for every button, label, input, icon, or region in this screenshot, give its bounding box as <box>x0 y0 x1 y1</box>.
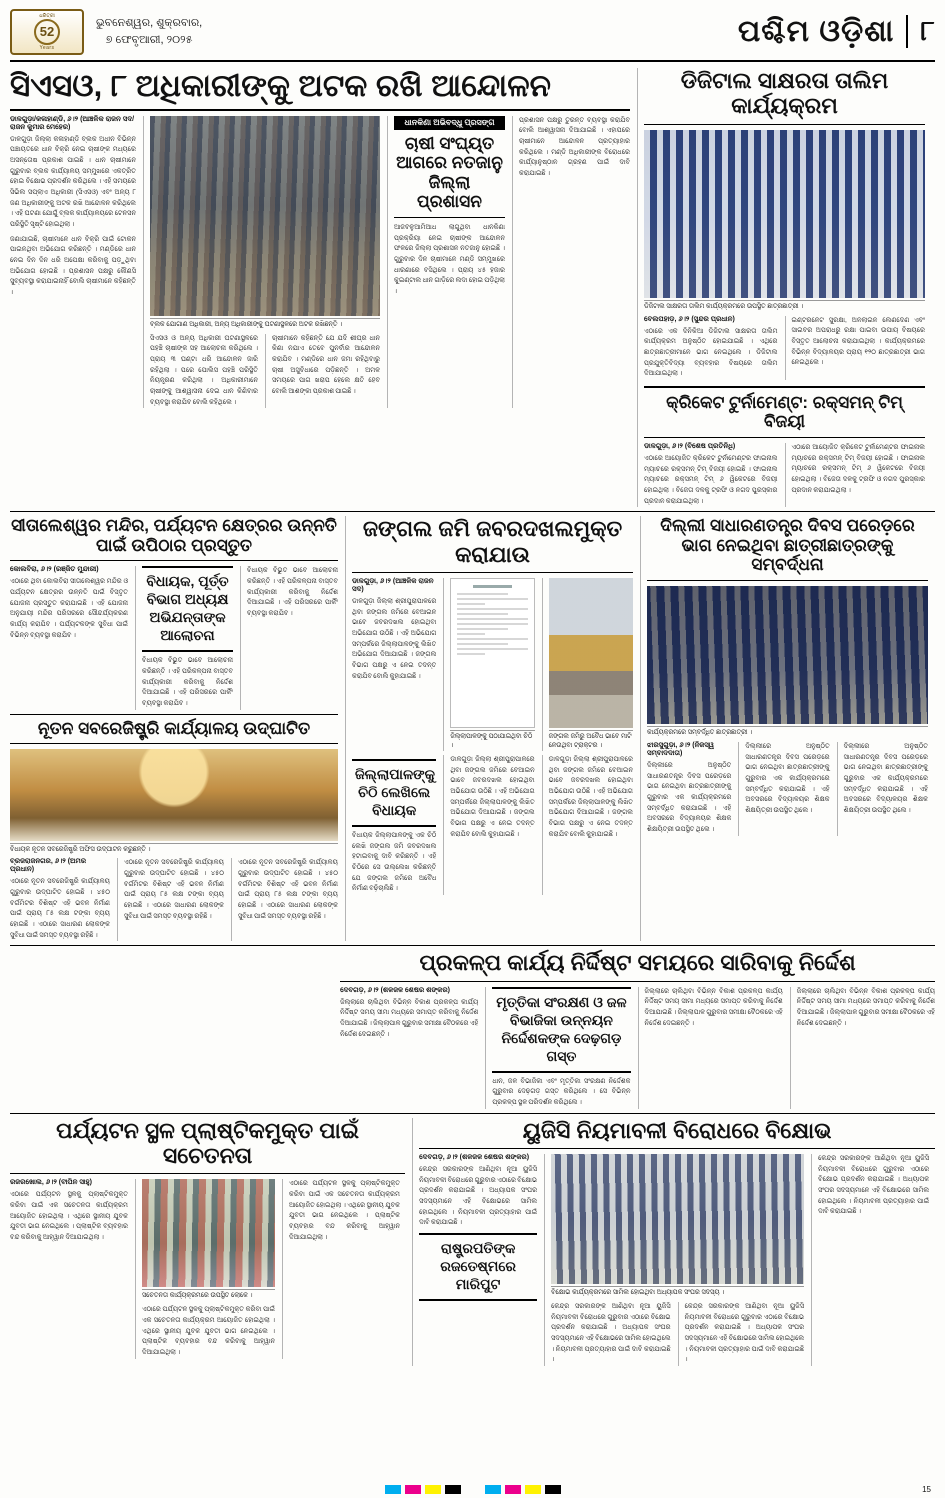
digital-literacy-caption: ଡିଜିଟାଲ ସାକ୍ଷରତା ତାଲିମ କାର୍ଯ୍ୟକ୍ରମରେ ଉପସ୍ଥିତ ଛାତ୍ରଛାତ୍ରୀ । <box>644 300 925 312</box>
right-body-2-cont: ଏଠାରେ ଆୟୋଜିତ କ୍ରିକେଟ ଟୁର୍ନାମେଣ୍ଟର ଫାଇନାଲ ମ୍ୟାଚରେ ରକ୍ସମନ୍ ଟିମ୍ ବିଜୟୀ ହୋଇଛି । ଫାଇନାଲ ମ୍ୟାଚରେ ରକ୍ସମନ୍ ଟିମ୍ ୬ ୱିକେଟରେ ବିଜୟୀ ହୋଇଥିଲା । ବିଜେତା ଦଳକୁ ଟ୍ରଫି ଓ ନଗଦ ପୁରସ୍କାର ପ୍ରଦାନ କରାଯାଇଥିଲା । <box>791 444 925 494</box>
col4-body-1: ଆଜବଳୁଆମିଆଧ ଲାଗୁଥିବା ଧାନକିଣା ପ୍ରକ୍ରିୟା ନେଇ ଚାଷୀଙ୍କ ଆନ୍ଦୋଳନ ଫଳରେ ଜିଲ୍ଲା ପ୍ରଶାସନ ନତଜାନୁ ହୋଇଛି । ଗୁରୁବାର ଦିନ ଚାଷୀମାନେ ମଣ୍ଡି ସମ୍ମୁଖରେ ଧାରଣାରେ ବସିଥିଲେ । ପ୍ରାୟ ୪୫ ହଜାର କୁଇଣ୍ଟାଲ ଧାନ ଗାଡ଼ିରେ ଲଦା ହୋଇ ପଡ଼ିଥିଲା । <box>394 223 505 295</box>
forest-land-headline: ଜଙ୍ଗଲ ଜମି ଜବରଦଖଲମୁକ୍ତ କରାଯାଉ <box>362 516 623 567</box>
mid-headline-left: ସୀତାଲେଶ୍ୱର ମନ୍ଦିର, ପର୍ଯ୍ୟଟନ କ୍ଷେତ୍ରର ଉନ୍ନତି ପାଇଁ ଉପିଠାର ପ୍ରସ୍ତୁତ <box>11 516 337 555</box>
page-number: ୮ <box>906 15 935 48</box>
logo-top-text: ଧରିତ୍ରୀ <box>39 12 55 19</box>
reg-mark-cyan-2 <box>485 1485 501 1494</box>
republic-day-byline: ଝାରସୁଗୁଡ଼ା, ୬।୨ (ନିଜସ୍ୱ ସମ୍ବାଦଦାତା) <box>647 741 715 757</box>
lead-headline: ସିଏସଓ, ୮ ଅଧିକାରୀଙ୍କୁ ଅଟକ ରଖି ଆନ୍ଦୋଳନ <box>10 68 551 103</box>
new-office-body-c3: ଏଠାରେ ନୂତନ ସବରେଜିଷ୍ଟ୍ରି କାର୍ଯ୍ୟାଳୟ ଗୁରୁବାର ଉଦ୍‌ଘାଟିତ ହୋଇଛି । ୪୫୦ ବର୍ଗମିଟର ବିଶିଷ୍ଟ ଏହି ଭବନ ନିର୍ମାଣ ପାଇଁ ପ୍ରାୟ ୮୫ ଲକ୍ଷ ଟଙ୍କା ବ୍ୟୟ ହୋଇଛି । ଏଠାରେ ସାଧାରଣ ଲୋକଙ୍କ ସୁବିଧା ପାଇଁ ସମସ୍ତ ବ୍ୟବସ୍ଥା ରହିଛି । <box>238 859 338 920</box>
reg-mark-yellow-2 <box>525 1485 541 1494</box>
republic-day-body-c2: ଦିଲ୍ଲୀରେ ଅନୁଷ୍ଠିତ ସାଧାରଣତନ୍ତ୍ର ଦିବସ ପରେଡ଼ରେ ଭାଗ ନେଇଥିବା ଛାତ୍ରଛାତ୍ରୀଙ୍କୁ ଗୁରୁବାର ଏକ କାର୍ଯ୍ୟକ୍ରମରେ ସମ୍ବର୍ଦ୍ଧିତ କରାଯାଇଛି । ଏହି ଅବସରରେ ବିଦ୍ୟାଳୟର ଶିକ୍ଷକ ଶିକ୍ଷୟିତ୍ରୀ ଉପସ୍ଥିତ ଥିଲେ । <box>745 742 830 815</box>
logo-years-label: Years <box>39 44 55 51</box>
soil-director-box <box>492 987 630 1073</box>
mla-letter-body: ବିଧାୟକ ଜିଲ୍ଲାପାଳଙ୍କୁ ଏକ ଚିଠି ଲେଖି ଜଙ୍ଗଲ ଜମି ଜବରଦଖଲ ହଟାଇବାକୁ ଦାବି କରିଛନ୍ତି । ଏହି ଚିଠିରେ ସେ ଉଲ୍ଲେଖ କରିଛନ୍ତି ଯେ ଜଙ୍ଗଲ ଜମିରେ ଅବୈଧ ନିର୍ମାଣ ବଢ଼ିଚାଲିଛି । <box>352 831 437 893</box>
new-office-photo <box>10 749 338 841</box>
lead-byline: ଡାଳଗୁଡ଼ା/କଳାହାଣ୍ଡି, ୬।୨ (ଆଞ୍ଚଳିକ ରାଜନ ସଦ/ରାଜନ କୁମାର ମେହେର) <box>10 115 135 131</box>
bottom-right-headline: ୟୁଜିସି ନିୟମାବଳୀ ବିରୋଧରେ ବିକ୍ଷୋଭ <box>522 1117 832 1143</box>
reg-mark-black-2 <box>545 1485 561 1494</box>
mla-letter-box <box>352 759 436 827</box>
right-body-1a: ଏଠାରେ ଏକ ଦିନିକିଆ ଡିଜିଟାଲ ସାକ୍ଷରତା ତାଲିମ କାର୍ଯ୍ୟକ୍ରମ ଅନୁଷ୍ଠିତ ହୋଇଯାଇଛି । ଏଥିରେ ଛାତ୍ରଛାତ୍ରୀମାନେ ଭାଗ ନେଇଥିଲେ । ଡିଜିଟାଲ ପ୍ରଯୁକ୍ତିବିଦ୍ୟା ବ୍ୟବହାର ବିଷୟରେ ତାଲିମ ଦିଆଯାଇଥିଲା । <box>644 327 778 378</box>
dateline-line-1: ଭୁବନେଶ୍ୱର, ଶୁକ୍ରବାର, <box>96 17 203 29</box>
publication-logo <box>10 9 84 55</box>
reg-mark-black <box>445 1485 461 1494</box>
project-directive-byline: ଦେବଗଡ଼, ୬।୨ (ଶଳଜଳ ଶେଷର ଶଙ୍କର) <box>340 986 450 994</box>
new-office-byline: ବ୍ରଜରାଜନଗର, ୬।୨ (ଅମର ପ୍ରଧାନ) <box>10 858 87 874</box>
footer-page-label: 15 <box>922 1485 931 1494</box>
forest-body-c3: ଡାଳଗୁଡ଼ା ଜିଲ୍ଲା ଶ୍ରୀପୁରାପାଳରେ ଥିବା ଜଙ୍ଗଲ ଜମିରେ ବେଆଇନ ଭାବେ ଜବରଦଖଲ ହୋଇଥିବା ଅଭିଯୋଗ ଉଠିଛି । ଏହି ଅଭିଯୋଗ ସମ୍ପର୍କରେ ଜିଲ୍ଲାପାଳଙ୍କୁ ଲିଖିତ ଅଭିଯୋଗ ଦିଆଯାଇଛି । ଜଙ୍ଗଲ ବିଭାଗ ପକ୍ଷରୁ ଏ ନେଇ ତଦନ୍ତ କରାଯିବ ବୋଲି କୁହାଯାଇଛି । <box>548 755 633 838</box>
forest-body: ଡାଳଗୁଡ଼ା ଜିଲ୍ଲା ଶ୍ରୀପୁରାପାଳରେ ଥିବା ଜଙ୍ଗଲ ଜମିରେ ବେଆଇନ ଭାବେ ଜବରଦଖଲ ହୋଇଥିବା ଅଭିଯୋଗ ଉଠିଛି । ଏହି ଅଭିଯୋଗ ସମ୍ପର୍କରେ ଜିଲ୍ଲାପାଳଙ୍କୁ ଲିଖିତ ଅଭିଯୋଗ ଦିଆଯାଇଛି । ଜଙ୍ଗଲ ବିଭାଗ ପକ୍ଷରୁ ଏ ନେଇ ତଦନ୍ତ କରାଯିବ ବୋଲି କୁହାଯାଇଛି । <box>352 597 437 680</box>
col4-kicker: ଧାନକିଣା ଅଭିବଦ୍ଧୁ ପ୍ରସଙ୍ଗ <box>394 116 505 130</box>
ugc-protest-caption: ବିକ୍ଷୋଭ କାର୍ଯ୍ୟକ୍ରମରେ ସାମିଲ ହୋଇଥିବା ଅଧ୍ୟାପକ ସଂଘର ସଦସ୍ୟ । <box>551 1286 804 1298</box>
mid-box-body-cont: ବିଧାୟକ ବିଭୁତ ଭାବେ ଆଲୋଚନା କରିଛନ୍ତି । ଏହି ପରିକଳ୍ପନା ବାସ୍ତବ କାର୍ଯ୍ୟକାରୀ କରିବାକୁ ନିର୍ଦ୍ଦେଶ ଦିଆଯାଇଛି । ଏହି ପରିସରରେ ପାର୍କିଂ ବ୍ୟବସ୍ଥା କରାଯିବ । <box>247 567 338 618</box>
bottom-right-byline: ଦେବଗଡ଼, ୬।୨ (ଶଳଜଳ ଶେଷର ଶଙ୍କର) <box>419 1153 530 1161</box>
plastic-free-photo <box>142 1179 275 1287</box>
president-box <box>419 1233 537 1301</box>
right-body-1b: ଇଣ୍ଟରନେଟ ସୁରକ୍ଷା, ଅନଲାଇନ ଲେଣଦେଣ ଏବଂ ସାଇବର ଅପରାଧରୁ ରକ୍ଷା ପାଇବା ଉପାୟ ବିଷୟରେ ବିସ୍ତୃତ ଆଲୋଚନା କରାଯାଇଥିଲା । କାର୍ଯ୍ୟକ୍ରମରେ ବିଭିନ୍ନ ବିଦ୍ୟାଳୟର ପ୍ରାୟ ୧୨୦ ଛାତ୍ରଛାତ୍ରୀ ଭାଗ ନେଇଥିଲେ । <box>791 316 925 367</box>
republic-day-headline: ଦିଲ୍ଲୀ ସାଧାରଣତନ୍ତ୍ର ଦିବସ ପରେଡ଼ରେ ଭାଗ ନେଇଥିବା ଛାତ୍ରୀଛାତ୍ରଙ୍କୁ ସମ୍ବର୍ଦ୍ଧନା <box>660 516 915 575</box>
mid-body-left: ଏଠାରେ ଥିବା କୋଲବିରା ସୀତାଲେଶ୍ୱର ମନ୍ଦିର ଓ ପର୍ଯ୍ୟଟନ କ୍ଷେତ୍ରର ଉନ୍ନତି ପାଇଁ ବିସ୍ତୃତ ଯୋଜନା ପ୍ରସ୍ତୁତ କରାଯାଇଛି । ଏହି ଯୋଜନା ଅନୁଯାୟୀ ମନ୍ଦିର ପରିସରରେ ସୌନ୍ଦର୍ଯ୍ୟକରଣ କାର୍ଯ୍ୟ କରାଯିବ । ପର୍ଯ୍ୟଟକଙ୍କ ସୁବିଧା ପାଇଁ ବିଭିନ୍ନ ବ୍ୟବସ୍ଥା କରାଯିବ । <box>10 578 128 639</box>
col4-body-2: ପ୍ରଶାସନ ପକ୍ଷରୁ ତୁରନ୍ତ ବ୍ୟବସ୍ଥା କରାଯିବ ବୋଲି ଆଶ୍ୱାସନା ଦିଆଯାଇଛି । ଏହାପରେ ଚାଷୀମାନେ ଆନ୍ଦୋଳନ ପ୍ରତ୍ୟାହାର କରିଥିଲେ । ମଣ୍ଡି ଅଧିକାରୀଙ୍କ ବିରୋଧରେ କାର୍ଯ୍ୟାନୁଷ୍ଠାନ ଗ୍ରହଣ ପାଇଁ ଦାବି କରାଯାଇଛି । <box>519 116 630 177</box>
letter-caption: ଜିଲ୍ଲାପାଳଙ୍କୁ ପଠାଯାଇଥିବା ଚିଠି । <box>450 730 534 751</box>
president-box-head: ରାଷ୍ଟ୍ରପତିଙ୍କ ରଜତେଷ୍ମରେ ମାରିପୁଟ <box>440 1240 516 1293</box>
section-title: ପଶ୍ଚିମ ଓଡ଼ିଶା <box>737 14 895 48</box>
project-directive-body-c3: ଜିଲ୍ଲାରେ ଚାଲିଥିବା ବିଭିନ୍ନ ବିକାଶ ପ୍ରକଳ୍ପ କାର୍ଯ୍ୟ ନିର୍ଦ୍ଦିଷ୍ଟ ସମୟ ସୀମା ମଧ୍ୟରେ ସମାପ୍ତ କରିବାକୁ ନିର୍ଦ୍ଦେଶ ଦିଆଯାଇଛି । ଜିଲ୍ଲାପାଳ ଗୁରୁବାର ସମୀକ୍ଷା ବୈଠକରେ ଏହି ନିର୍ଦ୍ଦେଶ ଦେଇଛନ୍ତି । <box>644 987 783 1027</box>
digital-literacy-photo <box>644 130 925 298</box>
bottom-left-body: ଏଠାରେ ପର୍ଯ୍ୟଟନ ସ୍ଥଳକୁ ପ୍ଲାଷ୍ଟିକମୁକ୍ତ କରିବା ପାଇଁ ଏକ ସଚେତନତା କାର୍ଯ୍ୟକ୍ରମ ଆୟୋଜିତ ହୋଇଥିଲା । ଏଥିରେ ସ୍ଥାନୀୟ ଯୁବକ ଯୁବତୀ ଭାଗ ନେଇଥିଲେ । ପ୍ଲାଷ୍ଟିକ ବ୍ୟବହାର ବନ୍ଦ କରିବାକୁ ଆହ୍ୱାନ ଦିଆଯାଇଥିଲା । <box>10 1191 128 1241</box>
lead-body-3: ସିଏସଓ ଓ ଅନ୍ୟ ଅଧିକାରୀ ଘଟଣାସ୍ଥଳରେ ପହଞ୍ଚି ଚାଷୀଙ୍କ ସହ ଆଲୋଚନା କରିଥିଲେ । ପ୍ରାୟ ୩ ଘଣ୍ଟା ଧରି ଆନ୍ଦୋଳନ ଜାରି ରହିଥିଲା । ପରେ ପୋଲିସ ପହଞ୍ଚି ପରିସ୍ଥିତି ନିୟନ୍ତ୍ରଣ କରିଥିଲା । ଅଧିକାରୀମାନେ ଚାଷୀଙ୍କୁ ଆଶ୍ୱାସନା ଦେଇ ଧାନ କିଣିବାର ବ୍ୟବସ୍ଥା କରାଯିବ ବୋଲି କହିଥିଲେ । <box>150 334 258 406</box>
project-directive-body: ଜିଲ୍ଲାରେ ଚାଲିଥିବା ବିଭିନ୍ନ ବିକାଶ ପ୍ରକଳ୍ପ କାର୍ଯ୍ୟ ନିର୍ଦ୍ଦିଷ୍ଟ ସମୟ ସୀମା ମଧ୍ୟରେ ସମାପ୍ତ କରିବାକୁ ନିର୍ଦ୍ଦେଶ ଦିଆଯାଇଛି । ଜିଲ୍ଲାପାଳ ଗୁରୁବାର ସମୀକ୍ଷା ବୈଠକରେ ଏହି ନିର୍ଦ୍ଦେଶ ଦେଇଛନ୍ତି । <box>340 998 479 1038</box>
right-byline-1: ବେଲପହାଡ଼, ୬।୨ (ସୁନ୍ଦର ପ୍ରଧାନ) <box>644 315 735 323</box>
soil-director-box-head: ମୃତ୍ତିକା ସଂରକ୍ଷଣ ଓ ଜଳ ବିଭାଜିକା ଉନ୍ନୟନ ନିର୍ଦ୍ଦେଶକଙ୍କ ଦେଢ଼ଗଡ଼ ଗସ୍ତ <box>496 993 627 1064</box>
tractor-photo <box>549 578 633 728</box>
mid-box-head-text: ବିଧାୟକ, ପୂର୍ତ୍ତ ବିଭାଗ ଅଧ୍ୟକ୍ଷ ଅଭିଯନ୍ତାଙ୍କ ଆଲୋଚନା <box>146 573 229 644</box>
republic-day-photo <box>647 586 928 724</box>
lead-body-1: ଡାଳଗୁଡ଼ା ଜିଲ୍ଲା କଳାହାଣ୍ଡି ବ୍ଲକ ଅଧୀନ ବିଭିନ୍ନ ପଞ୍ଚାୟତରେ ଧାନ ବିକ୍ରି ନେଇ ଚାଷୀଙ୍କ ମଧ୍ୟରେ ଅସନ୍ତୋଷ ପ୍ରକାଶ ପାଇଛି । ଧାନ ଚାଷୀମାନେ ଗୁରୁବାର ବ୍ଲକ କାର୍ଯ୍ୟାଳୟ ସମ୍ମୁଖରେ ଏକତ୍ରିତ ହୋଇ ବିକ୍ଷୋଭ ପ୍ରଦର୍ଶନ କରିଥିଲେ । ଏହି ସମୟରେ ସିଭିଲ ସପ୍ଲାଏ ଅଧିକାରୀ (ସିଏସଓ) ଏବଂ ଅନ୍ୟ ୮ ଜଣ ଅଧିକାରୀଙ୍କୁ ଅଟକ ରଖି ଆନ୍ଦୋଳନ କରିଥିଲେ । ଏହି ଘଟଣା ଯୋଗୁଁ ବ୍ଲକ କାର୍ଯ୍ୟାଳୟରେ ଟେନସନ ପରିସ୍ଥିତି ସୃଷ୍ଟି ହୋଇଥିଲା । <box>10 135 136 229</box>
soil-director-body: ଧାନ, ଜଳ ବିଭାଜିକା ଏବଂ ମୃତ୍ତିକା ସଂରକ୍ଷଣ ନିର୍ଦ୍ଦେଶକ ଗୁରୁବାର ଦେଢ଼ଗଡ଼ ଗସ୍ତ କରିଥିଲେ । ସେ ବିଭିନ୍ନ ପ୍ରକଳ୍ପ ସ୍ଥଳ ପରିଦର୍ଶନ କରିଥିଲେ । <box>492 1077 631 1107</box>
forest-byline: ଡାଳଗୁଡ଼ା, ୬।୨ (ଆଞ୍ଚଳିକ ରାଜନ ସଦ) <box>352 577 434 593</box>
mla-letter-box-head: ଜିଲ୍ଲାପାଳଙ୍କୁ ଚିଠି ଲେଖିଲେ ବିଧାୟକ <box>355 765 435 818</box>
new-office-body: ଏଠାରେ ନୂତନ ସବରେଜିଷ୍ଟ୍ରି କାର୍ଯ୍ୟାଳୟ ଗୁରୁବାର ଉଦ୍‌ଘାଟିତ ହୋଇଛି । ୪୫୦ ବର୍ଗମିଟର ବିଶିଷ୍ଟ ଏହି ଭବନ ନିର୍ମାଣ ପାଇଁ ପ୍ରାୟ ୮୫ ଲକ୍ଷ ଟଙ୍କା ବ୍ୟୟ ହୋଇଛି । ଏଠାରେ ସାଧାରଣ ଲୋକଙ୍କ ସୁବିଧା ପାଇଁ ସମସ୍ତ ବ୍ୟବସ୍ଥା ରହିଛି । <box>10 878 110 939</box>
new-office-headline: ନୂତନ ସବରେଜିଷ୍ଟ୍ରି କାର୍ଯ୍ୟାଳୟ ଉଦ୍‌ଘାଟିତ <box>37 718 311 738</box>
right-byline-2: ଡାଳଗୁଡ଼ା, ୬।୨ (ବିଶେଷ ପ୍ରତିନିଧି) <box>644 443 736 451</box>
bottom-left-body-c2: ଏଠାରେ ପର୍ଯ୍ୟଟନ ସ୍ଥଳକୁ ପ୍ଲାଷ୍ଟିକମୁକ୍ତ କରିବା ପାଇଁ ଏକ ସଚେତନତା କାର୍ଯ୍ୟକ୍ରମ ଆୟୋଜିତ ହୋଇଥିଲା । ଏଥିରେ ସ୍ଥାନୀୟ ଯୁବକ ଯୁବତୀ ଭାଗ ନେଇଥିଲେ । ପ୍ଲାଷ୍ଟିକ ବ୍ୟବହାର ବନ୍ଦ କରିବାକୁ ଆହ୍ୱାନ ଦିଆଯାଇଥିଲା । <box>142 1306 275 1356</box>
reg-mark-gap <box>465 1485 481 1494</box>
lead-photo-caption: ବ୍ଲକ ଯୋଗାଣ ଅଧିକାରୀ, ଅନ୍ୟ ଅଧିକାରୀଙ୍କୁ ଘଟଣାସ୍ଥଳରେ ଅଟକ ରଖିଛନ୍ତି । <box>150 318 380 330</box>
project-directive-body-c4: ଜିଲ୍ଲାରେ ଚାଲିଥିବା ବିଭିନ୍ନ ବିକାଶ ପ୍ରକଳ୍ପ କାର୍ଯ୍ୟ ନିର୍ଦ୍ଦିଷ୍ଟ ସମୟ ସୀମା ମଧ୍ୟରେ ସମାପ୍ତ କରିବାକୁ ନିର୍ଦ୍ଦେଶ ଦିଆଯାଇଛି । ଜିଲ୍ଲାପାଳ ଗୁରୁବାର ସମୀକ୍ଷା ବୈଠକରେ ଏହି ନିର୍ଦ୍ଦେଶ ଦେଇଛନ୍ତି । <box>796 987 936 1027</box>
bottom-right-body-c4: କେନ୍ଦ୍ର ସରକାରଙ୍କ ଆଣିଥିବା ନୂଆ ୟୁଜିସି ନିୟମାବଳୀ ବିରୋଧରେ ଗୁରୁବାର ଏଠାରେ ବିକ୍ଷୋଭ ପ୍ରଦର୍ଶନ କରାଯାଇଛି । ଅଧ୍ୟାପକ ସଂଘର ସଦସ୍ୟମାନେ ଏହି ବିକ୍ଷୋଭରେ ସାମିଲ ହୋଇଥିଲେ । ନିୟମାବଳୀ ପ୍ରତ୍ୟାହାର ପାଇଁ ଦାବି କରାଯାଇଛି । <box>818 1154 930 1216</box>
mid-box-body: ବିଧାୟକ ବିଭୁତ ଭାବେ ଆଲୋଚନା କରିଛନ୍ତି । ଏହି ପରିକଳ୍ପନା ବାସ୍ତବ କାର୍ଯ୍ୟକାରୀ କରିବାକୁ ନିର୍ଦ୍ଦେଶ ଦିଆଯାଇଛି । ଏହି ପରିସରରେ ପାର୍କିଂ ବ୍ୟବସ୍ଥା କରାଯିବ । <box>142 657 233 708</box>
lead-body-2: ଜଣାଯାଇଛି, ଚାଷୀମାନେ ଧାନ ବିକ୍ରି ପାଇଁ ଟୋକନ ପାଇନଥିବା ଅଭିଯୋଗ କରିଛନ୍ତି । ମଣ୍ଡିରେ ଧାନ ନେଇ ଦିନ ଦିନ ଧରି ଅପେକ୍ଷା କରିବାକୁ ପଡ଼ୁଥିବା ଅଭିଯୋଗ ହୋଇଛି । ପ୍ରଶାସନ ପକ୍ଷରୁ କୌଣସି ସୁବ୍ୟବସ୍ଥା କରାଯାଇନାହିଁ ବୋଲି ଚାଷୀମାନେ କହିଛନ୍ତି । <box>10 235 136 297</box>
reg-mark-magenta-2 <box>505 1485 521 1494</box>
lead-body-4: ଚାଷୀମାନେ କହିଛନ୍ତି ଯେ ଯଦି ଶୀଘ୍ର ଧାନ କିଣା ନଯାଏ ତେବେ ପୁନର୍ବାର ଆନ୍ଦୋଳନ କରାଯିବ । ମଣ୍ଡିରେ ଧାନ ଜମା ରହିଥିବାରୁ ଚାଷୀ ଅସୁବିଧାରେ ପଡ଼ିଛନ୍ତି । ଅମଳ ସମୟରେ ପାଗ ଖରାପ ହେଲେ କ୍ଷତି ହେବ ବୋଲି ଆଶଙ୍କା ପ୍ରକାଶ ପାଇଛି । <box>272 334 380 395</box>
new-office-caption: ବିଧାୟକ ନୂତନ ସବରେଜିଷ୍ଟ୍ରି ଅଫିସ ଉଦ୍‌ଘାଟନ କରୁଛନ୍ତି । <box>10 843 338 855</box>
reg-mark-yellow <box>425 1485 441 1494</box>
footer-registration-marks <box>0 1485 945 1494</box>
logo-anniversary-number: 52 <box>34 19 60 45</box>
reg-mark-magenta <box>405 1485 421 1494</box>
bottom-left-byline: ରଜରଖୋଲ, ୬।୨ (ବୀପିନ ସାହୁ) <box>10 1179 92 1187</box>
bottom-left-body-c3: ଏଠାରେ ପର୍ଯ୍ୟଟନ ସ୍ଥଳକୁ ପ୍ଲାଷ୍ଟିକମୁକ୍ତ କରିବା ପାଇଁ ଏକ ସଚେତନତା କାର୍ଯ୍ୟକ୍ରମ ଆୟୋଜିତ ହୋଇଥିଲା । ଏଥିରେ ସ୍ଥାନୀୟ ଯୁବକ ଯୁବତୀ ଭାଗ ନେଇଥିଲେ । ପ୍ଲାଷ୍ଟିକ ବ୍ୟବହାର ବନ୍ଦ କରିବାକୁ ଆହ୍ୱାନ ଦିଆଯାଇଥିଲା । <box>289 1180 400 1241</box>
republic-day-body-c3: ଦିଲ୍ଲୀରେ ଅନୁଷ୍ଠିତ ସାଧାରଣତନ୍ତ୍ର ଦିବସ ପରେଡ଼ରେ ଭାଗ ନେଇଥିବା ଛାତ୍ରଛାତ୍ରୀଙ୍କୁ ଗୁରୁବାର ଏକ କାର୍ଯ୍ୟକ୍ରମରେ ସମ୍ବର୍ଦ୍ଧିତ କରାଯାଇଛି । ଏହି ଅବସରରେ ବିଦ୍ୟାଳୟର ଶିକ୍ଷକ ଶିକ୍ଷୟିତ୍ରୀ ଉପସ୍ଥିତ ଥିଲେ । <box>843 742 928 815</box>
right-headline-1: ଡିଜିଟାଲ ସାକ୍ଷରତା ତାଲିମ କାର୍ଯ୍ୟକ୍ରମ <box>680 68 889 119</box>
new-office-body-c2: ଏଠାରେ ନୂତନ ସବରେଜିଷ୍ଟ୍ରି କାର୍ଯ୍ୟାଳୟ ଗୁରୁବାର ଉଦ୍‌ଘାଟିତ ହୋଇଛି । ୪୫୦ ବର୍ଗମିଟର ବିଶିଷ୍ଟ ଏହି ଭବନ ନିର୍ମାଣ ପାଇଁ ପ୍ରାୟ ୮୫ ଲକ୍ଷ ଟଙ୍କା ବ୍ୟୟ ହୋଇଛି । ଏଠାରେ ସାଧାରଣ ଲୋକଙ୍କ ସୁବିଧା ପାଇଁ ସମସ୍ତ ବ୍ୟବସ୍ଥା ରହିଛି । <box>124 859 224 920</box>
ugc-protest-photo <box>551 1154 804 1284</box>
mid-byline-left: କୋଲବିରା, ୬।୨ (ରଞ୍ଜିତ ମୁନ୍ଦାରୀ) <box>10 566 99 574</box>
plastic-free-caption: ସଚେତନତା କାର୍ଯ୍ୟକ୍ରମରେ ଉପସ୍ଥିତ ଲୋକେ । <box>142 1289 275 1301</box>
bottom-right-body-c2: କେନ୍ଦ୍ର ସରକାରଙ୍କ ଆଣିଥିବା ନୂଆ ୟୁଜିସି ନିୟମାବଳୀ ବିରୋଧରେ ଗୁରୁବାର ଏଠାରେ ବିକ୍ଷୋଭ ପ୍ରଦର୍ଶନ କରାଯାଇଛି । ଅଧ୍ୟାପକ ସଂଘର ସଦସ୍ୟମାନେ ଏହି ବିକ୍ଷୋଭରେ ସାମିଲ ହୋଇଥିଲେ । ନିୟମାବଳୀ ପ୍ରତ୍ୟାହାର ପାଇଁ ଦାବି କରାଯାଇଛି । <box>551 1302 671 1364</box>
republic-day-body: ଦିଲ୍ଲୀରେ ଅନୁଷ୍ଠିତ ସାଧାରଣତନ୍ତ୍ର ଦିବସ ପରେଡ଼ରେ ଭାଗ ନେଇଥିବା ଛାତ୍ରଛାତ୍ରୀଙ୍କୁ ଗୁରୁବାର ଏକ କାର୍ଯ୍ୟକ୍ରମରେ ସମ୍ବର୍ଦ୍ଧିତ କରାଯାଇଛି । ଏହି ଅବସରରେ ବିଦ୍ୟାଳୟର ଶିକ୍ଷକ ଶିକ୍ଷୟିତ୍ରୀ ଉପସ୍ଥିତ ଥିଲେ । <box>647 761 732 834</box>
forest-body-c2: ଡାଳଗୁଡ଼ା ଜିଲ୍ଲା ଶ୍ରୀପୁରାପାଳରେ ଥିବା ଜଙ୍ଗଲ ଜମିରେ ବେଆଇନ ଭାବେ ଜବରଦଖଲ ହୋଇଥିବା ଅଭିଯୋଗ ଉଠିଛି । ଏହି ଅଭିଯୋଗ ସମ୍ପର୍କରେ ଜିଲ୍ଲାପାଳଙ୍କୁ ଲିଖିତ ଅଭିଯୋଗ ଦିଆଯାଇଛି । ଜଙ୍ଗଲ ବିଭାଗ ପକ୍ଷରୁ ଏ ନେଇ ତଦନ୍ତ କରାଯିବ ବୋଲି କୁହାଯାଇଛି । <box>450 755 535 838</box>
bottom-left-headline: ପର୍ଯ୍ୟଟନ ସ୍ଥଳ ପ୍ଲାଷ୍ଟିକମୁକ୍ତ ପାଇଁ ସଚେତନତା <box>56 1117 360 1168</box>
masthead <box>10 6 935 62</box>
reg-mark-cyan <box>385 1485 401 1494</box>
col4-headline: ଚାଷୀ ସଂଘ୍ୟ୍ତ ଆଗରେ ନତଜାନୁ ଜିଲ୍ଲା ପ୍ରଶାସନ <box>396 133 503 212</box>
bottom-right-body: କେନ୍ଦ୍ର ସରକାରଙ୍କ ଆଣିଥିବା ନୂଆ ୟୁଜିସି ନିୟମାବଳୀ ବିରୋଧରେ ଗୁରୁବାର ଏଠାରେ ବିକ୍ଷୋଭ ପ୍ରଦର୍ଶନ କରାଯାଇଛି । ଅଧ୍ୟାପକ ସଂଘର ସଦସ୍ୟମାନେ ଏହି ବିକ୍ଷୋଭରେ ସାମିଲ ହୋଇଥିଲେ । ନିୟମାବଳୀ ପ୍ରତ୍ୟାହାର ପାଇଁ ଦାବି କରାଯାଇଛି । <box>419 1165 538 1227</box>
bottom-right-body-c3: କେନ୍ଦ୍ର ସରକାରଙ୍କ ଆଣିଥିବା ନୂଆ ୟୁଜିସି ନିୟମାବଳୀ ବିରୋଧରେ ଗୁରୁବାର ଏଠାରେ ବିକ୍ଷୋଭ ପ୍ରଦର୍ଶନ କରାଯାଇଛି । ଅଧ୍ୟାପକ ସଂଘର ସଦସ୍ୟମାନେ ଏହି ବିକ୍ଷୋଭରେ ସାମିଲ ହୋଇଥିଲେ । ନିୟମାବଳୀ ପ୍ରତ୍ୟାହାର ପାଇଁ ଦାବି କରାଯାଇଛି । <box>684 1302 805 1364</box>
project-directive-headline: ପ୍ରକଳ୍ପ କାର୍ଯ୍ୟ ନିର୍ଦ୍ଦିଷ୍ଟ ସମୟରେ ସାରିବାକୁ ନିର୍ଦ୍ଦେଶ <box>419 950 856 976</box>
dateline <box>96 15 202 48</box>
letter-document-image <box>450 578 534 728</box>
right-body-2: ଏଠାରେ ଆୟୋଜିତ କ୍ରିକେଟ ଟୁର୍ନାମେଣ୍ଟର ଫାଇନାଲ ମ୍ୟାଚରେ ରକ୍ସମନ୍ ଟିମ୍ ବିଜୟୀ ହୋଇଛି । ଫାଇନାଲ ମ୍ୟାଚରେ ରକ୍ସମନ୍ ଟିମ୍ ୬ ୱିକେଟରେ ବିଜୟୀ ହୋଇଥିଲା । ବିଜେତା ଦଳକୁ ଟ୍ରଫି ଓ ନଗଦ ପୁରସ୍କାର ପ୍ରଦାନ କରାଯାଇଥିଲା । <box>644 455 778 505</box>
dateline-line-2: ୭ ଫେବୃଆରୀ, ୨୦୨୫ <box>105 33 193 46</box>
right-headline-2: କ୍ରିକେଟ ଟୁର୍ନାମେଣ୍ଟ: ରକ୍ସମନ୍ ଟିମ୍ ବିଜୟୀ <box>666 392 903 432</box>
tractor-caption: ଜଙ୍ଗଲ ଜମିରୁ ଅବୈଧ ଭାବେ ମାଟି ନେଉଥିବା ଟ୍ରାକ୍ଟର । <box>549 730 633 751</box>
republic-day-caption: କାର୍ଯ୍ୟକ୍ରମରେ ସମ୍ବର୍ଦ୍ଧିତ ଛାତ୍ରଛାତ୍ରୀ । <box>647 726 928 738</box>
mid-box-head <box>142 566 233 652</box>
lead-photo <box>150 116 380 316</box>
